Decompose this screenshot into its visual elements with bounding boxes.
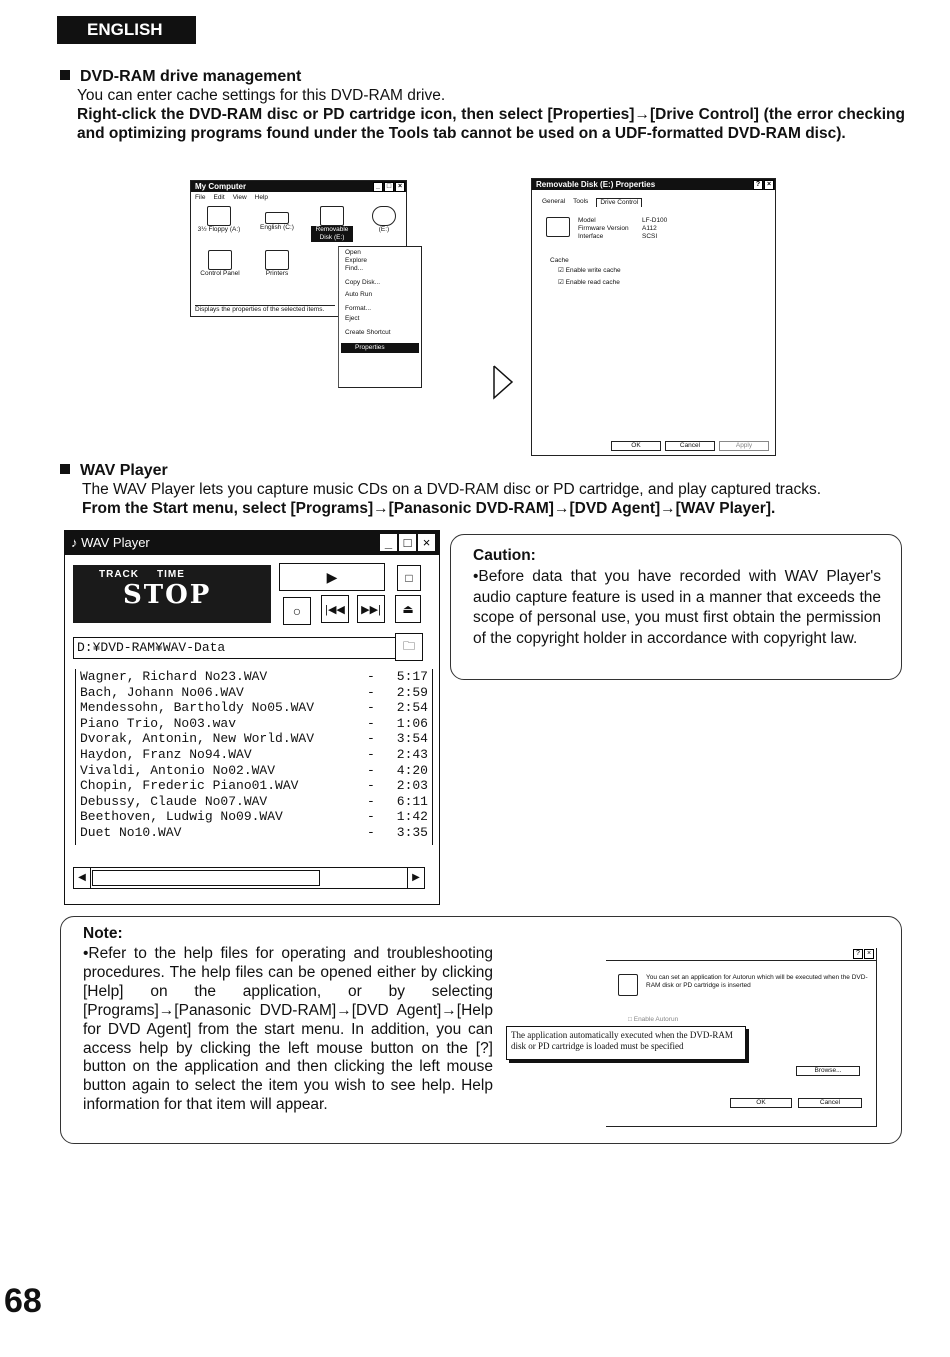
track-name: Vivaldi, Antonio No02.WAV: [80, 762, 276, 778]
printers-icon: [265, 250, 289, 270]
write-cache-checkbox[interactable]: ☑ Enable write cache: [558, 267, 621, 274]
wav-player-window: [64, 530, 440, 905]
track-time: 6:11: [396, 793, 428, 809]
track-time: 2:03: [396, 778, 428, 794]
next-track-button[interactable]: ▶▶|: [357, 595, 385, 623]
track-row[interactable]: [80, 669, 428, 685]
ok-button[interactable]: OK: [611, 441, 661, 451]
menu-help[interactable]: Help: [254, 194, 269, 201]
drive-icon: [546, 217, 570, 237]
model-value: LF-D100: [642, 217, 668, 224]
track-separator: -: [366, 746, 375, 762]
properties-dialog: [531, 178, 776, 456]
context-menu-item-auto-run[interactable]: Auto Run: [345, 291, 373, 298]
my-computer-titlebar: [191, 181, 406, 192]
context-menu-item-copy-disk[interactable]: Copy Disk...: [345, 279, 381, 286]
bullet-square-icon: [60, 464, 70, 474]
track-name: Wagner, Richard No23.WAV: [80, 669, 268, 684]
track-row[interactable]: [80, 794, 428, 810]
track-time: 5:17: [396, 669, 428, 684]
model-label: Model: [578, 217, 596, 224]
track-name: Debussy, Claude No07.WAV: [80, 793, 268, 809]
autorun-titlebar: [606, 948, 876, 961]
note-text: •Refer to the help files for operating and troubleshooting procedures. The help files can be opened either by clicking [Help] on the application, or by selecting [Programs]→[Panasonic DVD-RAM]→[DVD Agent]→[Help for DVD Agent] from the start menu. In addition, you can access help by clicking the left mouse button on the [?] button on the application and then clicking the left mouse button again to select the item you wish to see help. Help information for that item will appear.: [83, 945, 493, 1114]
dvd-instruction: Right-click the DVD-RAM disc or PD cartridge icon, then select [Properties]→[Drive Control] (the error checking and optimizing programs found under the Tools tab cannot be used on a UDF-formatted DVD-RAM disc).: [77, 106, 905, 142]
dvd-heading: [60, 68, 905, 86]
tab-tools[interactable]: Tools: [573, 198, 589, 205]
interface-value: SCSI: [642, 233, 658, 240]
hard-drive-label: English (C:): [260, 224, 294, 231]
menu-file[interactable]: File: [195, 194, 206, 201]
interface-label: Interface: [578, 233, 604, 240]
caution-title: Caution:: [473, 547, 536, 564]
track-time: 2:43: [396, 746, 428, 762]
track-name: Beethoven, Ludwig No09.WAV: [80, 809, 283, 825]
track-separator: -: [366, 731, 375, 747]
maximize-button[interactable]: □: [384, 182, 394, 192]
wav-player-title: WAV Player: [81, 535, 150, 550]
control-panel-icon: [208, 250, 232, 270]
context-menu-item-find[interactable]: Find...: [345, 265, 364, 272]
track-separator: -: [366, 809, 375, 825]
hard-drive-item[interactable]: [256, 206, 298, 242]
tooltip: The application automatically executed when the DVD-RAM disk or PD cartridge is loaded must be specified: [506, 1026, 746, 1060]
removable-disk-item[interactable]: [311, 206, 353, 242]
enable-autorun-label: Enable Autorun: [633, 1016, 679, 1023]
wav-instruction: From the Start menu, select [Programs]→[Panasonic DVD-RAM]→[DVD Agent]→[WAV Player].: [82, 500, 776, 517]
arrow-right-icon: [492, 364, 516, 405]
cd-drive-icon: [372, 206, 396, 226]
track-time: 1:06: [396, 715, 428, 731]
track-name: Mendessohn, Bartholdy No05.WAV: [80, 700, 315, 716]
track-row[interactable]: [80, 809, 428, 825]
track-row[interactable]: [80, 747, 428, 763]
drive-info-grid: [578, 217, 682, 241]
track-separator: -: [366, 778, 375, 794]
removable-disk-icon: [320, 206, 344, 226]
apply-button[interactable]: Apply: [719, 441, 769, 451]
track-time: 2:54: [396, 700, 428, 716]
minimize-button[interactable]: _: [373, 182, 383, 192]
ok-button[interactable]: OK: [730, 1098, 792, 1108]
scroll-right-icon[interactable]: ▶: [407, 868, 424, 888]
menu-edit[interactable]: Edit: [213, 194, 225, 201]
close-button[interactable]: ×: [418, 534, 435, 551]
language-tab: ENGLISH: [57, 16, 196, 44]
menu-view[interactable]: View: [232, 194, 247, 201]
maximize-button[interactable]: □: [399, 534, 416, 551]
note-title: Note:: [83, 925, 123, 942]
track-row[interactable]: [80, 825, 428, 841]
printers-item[interactable]: [257, 250, 297, 278]
tab-general[interactable]: General: [542, 198, 566, 205]
context-menu-item-explore[interactable]: Explore: [345, 257, 368, 264]
context-menu-item-create-shortcut[interactable]: Create Shortcut: [345, 329, 391, 336]
printers-label: Printers: [265, 270, 289, 277]
track-row[interactable]: [80, 778, 428, 794]
track-separator: -: [366, 700, 375, 716]
properties-buttons: [611, 441, 769, 451]
wav-heading-text: WAV Player: [80, 462, 168, 479]
play-button[interactable]: ▶: [279, 563, 385, 591]
eject-button[interactable]: ⏏: [395, 595, 421, 623]
track-name: Chopin, Frederic Piano01.WAV: [80, 778, 299, 794]
track-row[interactable]: [80, 763, 428, 779]
control-panel-label: Control Panel: [200, 270, 240, 277]
read-cache-label: Enable read cache: [565, 279, 620, 286]
close-button[interactable]: ×: [764, 180, 774, 190]
track-row[interactable]: [80, 731, 428, 747]
status-display: STOP: [123, 580, 212, 610]
floppy-label: 3½ Floppy (A:): [197, 226, 241, 233]
cancel-button[interactable]: Cancel: [798, 1098, 862, 1108]
dvd-intro: You can enter cache settings for this DVD-RAM drive.: [77, 87, 446, 104]
lcd-display: [73, 565, 271, 623]
track-separator: -: [366, 793, 375, 809]
record-button[interactable]: ○: [283, 597, 311, 625]
dvd-section: [60, 68, 905, 143]
enable-autorun-checkbox[interactable]: □ Enable Autorun: [628, 1016, 679, 1023]
cd-drive-label: (E:): [378, 226, 390, 233]
wav-section: [60, 462, 905, 518]
drive-icons-row: [191, 204, 406, 242]
track-separator: -: [366, 824, 375, 840]
track-row[interactable]: [80, 700, 428, 716]
wav-heading: [60, 462, 905, 480]
cancel-button[interactable]: Cancel: [665, 441, 715, 451]
bullet-square-icon: [60, 70, 70, 80]
track-time: 1:42: [396, 809, 428, 825]
track-name: Duet No10.WAV: [80, 824, 182, 840]
scroll-thumb[interactable]: [92, 870, 320, 886]
track-name: Haydon, Franz No94.WAV: [80, 746, 252, 762]
context-menu-item-open[interactable]: Open: [345, 249, 361, 256]
read-cache-checkbox[interactable]: ☑ Enable read cache: [558, 279, 620, 286]
help-button[interactable]: ?: [753, 180, 763, 190]
track-separator: -: [366, 669, 375, 684]
removable-disk-label: Removable Disk (E:): [311, 226, 353, 242]
cd-drive-item[interactable]: [366, 206, 402, 242]
control-panel-item[interactable]: [195, 250, 245, 278]
hard-drive-icon: [265, 212, 289, 224]
drive-info: [532, 207, 775, 241]
track-row[interactable]: [80, 685, 428, 701]
properties-tabs: [532, 190, 775, 207]
wav-player-titlebar: [65, 531, 439, 555]
track-separator: -: [366, 715, 375, 731]
properties-title: Removable Disk (E:) Properties: [536, 180, 656, 189]
track-time: 3:54: [396, 731, 428, 747]
dvd-heading-text: DVD-RAM drive management: [80, 68, 302, 85]
stop-button[interactable]: □: [397, 565, 421, 591]
track-name: Dvorak, Antonin, New World.WAV: [80, 731, 315, 747]
firmware-label: Firmware Version: [578, 225, 629, 232]
firmware-value: A112: [642, 225, 657, 232]
track-row[interactable]: [80, 716, 428, 732]
path-field[interactable]: D:¥DVD-RAM¥WAV-Data: [73, 637, 396, 659]
track-list[interactable]: [75, 669, 433, 845]
time-label: TIME: [157, 569, 185, 580]
track-time: 4:20: [396, 762, 428, 778]
track-label: TRACK: [99, 569, 139, 580]
status-bar: Displays the properties of the selected items.: [195, 305, 335, 314]
page-number: 68: [4, 1282, 42, 1320]
track-time: 2:59: [396, 684, 428, 700]
scroll-left-icon[interactable]: ◀: [74, 868, 91, 888]
track-separator: -: [366, 762, 375, 778]
track-name: Piano Trio, No03.wav: [80, 715, 237, 731]
context-menu-item-format[interactable]: Format...: [345, 305, 372, 312]
lcd-labels: [73, 565, 271, 580]
horizontal-scrollbar[interactable]: [73, 867, 425, 889]
cache-label: Cache: [550, 257, 569, 264]
minimize-button[interactable]: _: [380, 534, 397, 551]
caution-text: •Before data that you have recorded with WAV Player's audio capture feature is used in a manner that exceeds the scope of personal use, you must first obtain the permission of the copyright holder in accordance with copyright law.: [473, 568, 881, 648]
close-button[interactable]: ×: [864, 949, 874, 959]
write-cache-label: Enable write cache: [565, 267, 621, 274]
caution-box: [450, 534, 902, 680]
drive-icon: [618, 974, 638, 996]
context-menu-item-eject[interactable]: Eject: [345, 315, 360, 322]
my-computer-menubar: [191, 192, 406, 204]
browse-button[interactable]: Browse...: [796, 1066, 860, 1076]
tab-drive-control[interactable]: Drive Control: [596, 198, 642, 207]
wav-intro: The WAV Player lets you capture music CDs on a DVD-RAM disc or PD cartridge, and play captured tracks.: [82, 481, 822, 498]
wav-app-icon: ♪: [71, 535, 82, 550]
autorun-description: You can set an application for Autorun which will be executed when the DVD-RAM disk or PD cartridge is inserted: [646, 974, 868, 989]
track-time: 3:35: [396, 824, 428, 840]
track-name: Bach, Johann No06.WAV: [80, 684, 244, 700]
track-separator: -: [366, 684, 375, 700]
my-computer-title: My Computer: [195, 182, 247, 191]
context-menu-item-properties[interactable]: Properties: [341, 343, 419, 353]
floppy-drive-item[interactable]: [195, 206, 243, 242]
previous-track-button[interactable]: |◀◀: [321, 595, 349, 623]
folder-browse-button[interactable]: 🗀: [395, 633, 423, 661]
close-button[interactable]: ×: [395, 182, 405, 192]
help-button[interactable]: ?: [853, 949, 863, 959]
floppy-drive-icon: [207, 206, 231, 226]
context-menu: [338, 246, 422, 388]
properties-titlebar: [532, 179, 775, 190]
